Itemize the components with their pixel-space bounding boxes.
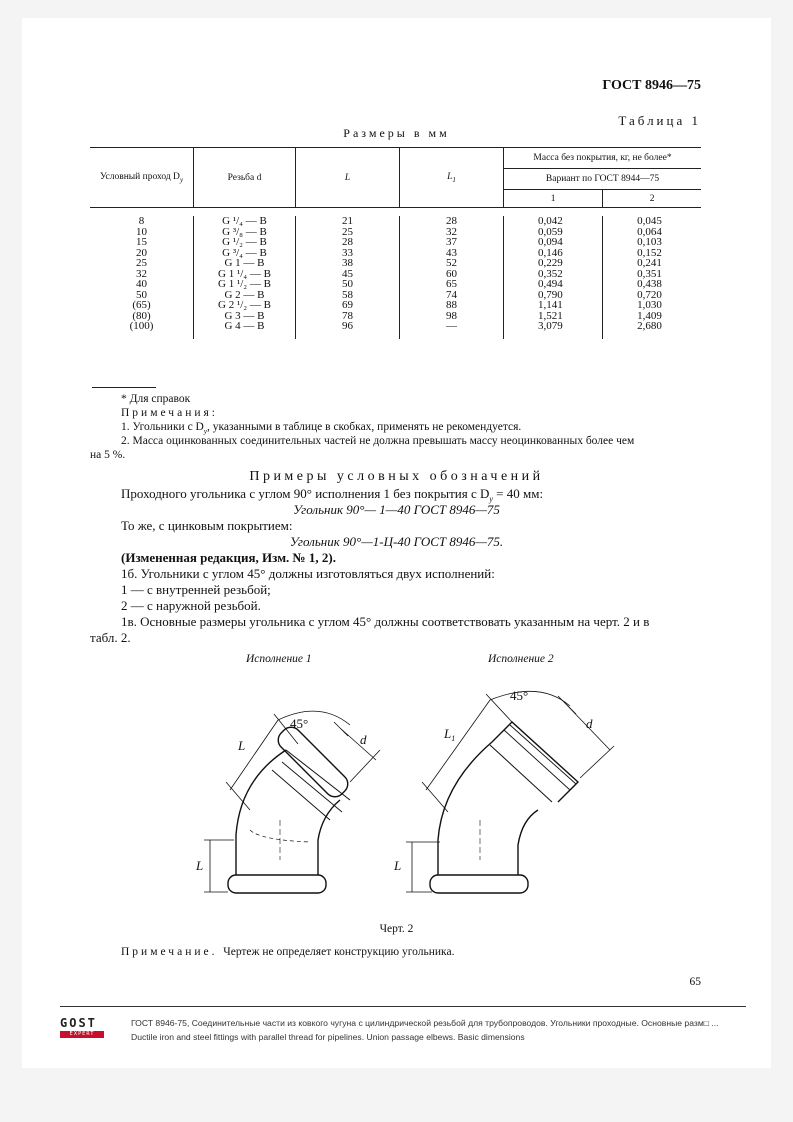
table-cell: G ³/₄ — B: [194, 248, 296, 259]
example-2: То же, с цинковым покрытием:: [121, 518, 293, 533]
document-code: ГОСТ 8946—75: [602, 78, 701, 93]
table-cell: 0,438: [603, 279, 701, 290]
footnote-divider: [92, 387, 156, 388]
col-header-passage: Условный проход $D_у$: [90, 148, 194, 208]
table-cell: 0,152: [603, 248, 701, 259]
table-cell: 0,059: [504, 227, 603, 238]
table-cell: (100): [90, 321, 194, 339]
page-number: 65: [689, 976, 701, 988]
col-header-thread: Резьба d: [194, 148, 296, 208]
table-cell: 0,045: [603, 216, 701, 227]
table-row: [90, 321, 701, 339]
table-cell: 96: [296, 321, 400, 339]
dimensions-table: [90, 147, 701, 339]
table-cell: 50: [90, 290, 194, 301]
table-cell: G ¹/₂ — B: [194, 237, 296, 248]
table-cell: 0,229: [504, 258, 603, 269]
table-cell: 21: [296, 216, 400, 227]
table-cell: 32: [90, 269, 194, 280]
table-cell: 15: [90, 237, 194, 248]
dim-L-v1-diag: L: [238, 738, 246, 753]
figure-caption: Черт. 2: [379, 923, 414, 935]
table-cell: 0,103: [603, 237, 701, 248]
table-cell: 32: [400, 227, 504, 238]
table-cell: 88: [400, 300, 504, 311]
table-cell: 58: [296, 290, 400, 301]
col-header-variant: Вариант по ГОСТ 8944—75: [504, 169, 702, 190]
table-cell: G 3 — B: [194, 311, 296, 322]
footnote: * Для справок: [121, 393, 191, 405]
table-row: [90, 311, 701, 322]
table-cell: 45: [296, 269, 400, 280]
col-header-L1: $L_1$: [400, 148, 504, 208]
table-cell: 38: [296, 258, 400, 269]
paragraph-1b-item-1: 1 — с внутренней резьбой;: [121, 582, 271, 597]
table-cell: 28: [400, 216, 504, 227]
table-cell: 43: [400, 248, 504, 259]
table-cell: 8: [90, 216, 194, 227]
table-body: [90, 208, 701, 340]
example-code-2: Угольник 90°—1-Ц-40 ГОСТ 8946—75.: [289, 534, 504, 549]
table-row: [90, 258, 701, 269]
table-cell: 74: [400, 290, 504, 301]
table-row: [90, 248, 701, 259]
col-header-variant-2: 2: [603, 190, 701, 208]
table-cell: 69: [296, 300, 400, 311]
dim-L1-v2: $L_1$: [444, 726, 456, 743]
table-cell: 33: [296, 248, 400, 259]
footer-title-en[interactable]: Ductile iron and steel fittings with parallel thread for pipelines. Union passage elbews. Basic dimensions: [131, 1032, 525, 1042]
table-cell: 60: [400, 269, 504, 280]
table-row: [90, 227, 701, 238]
table-cell: 0,042: [504, 216, 603, 227]
table-cell: 0,352: [504, 269, 603, 280]
paragraph-1v-continued: табл. 2.: [90, 630, 131, 645]
table-cell: 98: [400, 311, 504, 322]
dim-L-v1: L: [196, 858, 204, 873]
table-cell: 78: [296, 311, 400, 322]
table-cell: 50: [296, 279, 400, 290]
table-cell: G 2 — B: [194, 290, 296, 301]
note-2: 2. Масса оцинкованных соединительных частей не должна превышать массу неоцинкованных более чем: [121, 435, 635, 447]
note-2-continued: на 5 %.: [90, 449, 126, 461]
dim-L-v2: L: [394, 858, 402, 873]
paragraph-1v: 1в. Основные размеры угольника с углом 45° должны соответствовать указанным на черт. 2 и в: [121, 614, 650, 629]
table-cell: 10: [90, 227, 194, 238]
table-cell: G 1 ¹/₄ — B: [194, 269, 296, 280]
dim-angle-v2: 45°: [510, 688, 529, 703]
footer-divider: [60, 1006, 746, 1007]
table-row: [90, 279, 701, 290]
table-cell: 1,521: [504, 311, 603, 322]
table-cell: 25: [90, 258, 194, 269]
table-row: [90, 269, 701, 280]
table-cell: 0,494: [504, 279, 603, 290]
table-cell: 0,064: [603, 227, 701, 238]
table-row: [90, 290, 701, 301]
table-cell: 28: [296, 237, 400, 248]
table-cell: 0,351: [603, 269, 701, 280]
revision-note: (Измененная редакция, Изм. № 1, 2).: [121, 550, 336, 565]
table-cell: 2,680: [603, 321, 701, 339]
table-cell: G 1 — B: [194, 258, 296, 269]
example-1: Проходного угольника с углом 90° исполнения 1 без покрытия с $D_у = 40$ мм:: [121, 486, 544, 504]
table-cell: 0,094: [504, 237, 603, 248]
table-cell: G 1 ¹/₂ — B: [194, 279, 296, 290]
figure-label-version-2: Исполнение 2: [488, 653, 554, 665]
examples-title: Примеры условных обозначений: [249, 469, 544, 484]
note-1: 1. Угольники с $D_у$, указанными в таблице в скобках, применять не рекомендуется.: [121, 421, 522, 436]
col-header-L: L: [296, 148, 400, 208]
paragraph-1b: 1б. Угольники с углом 45° должны изготовляться двух исполнений:: [121, 566, 495, 581]
table-cell: 52: [400, 258, 504, 269]
table-row: [90, 300, 701, 311]
figure-note: Примечание. Чертеж не определяет конструкцию угольника.: [121, 946, 455, 958]
table-cell: G ¹/₄ — B: [194, 216, 296, 227]
elbow-version-1: [204, 711, 380, 893]
table-row: [90, 216, 701, 227]
table-cell: 1,141: [504, 300, 603, 311]
table-cell: 1,030: [603, 300, 701, 311]
dim-d-v2: d: [586, 716, 593, 731]
table-cell: 3,079: [504, 321, 603, 339]
table-cell: 0,720: [603, 290, 701, 301]
table-cell: 25: [296, 227, 400, 238]
table-row: [90, 237, 701, 248]
table-cell: 37: [400, 237, 504, 248]
table-cell: G 2 ¹/₂ — B: [194, 300, 296, 311]
paragraph-1b-item-2: 2 — с наружной резьбой.: [121, 598, 261, 613]
col-header-variant-1: 1: [504, 190, 603, 208]
table-cell: (80): [90, 311, 194, 322]
table-cell: G 4 — B: [194, 321, 296, 339]
example-code-1: Угольник 90°— 1—40 ГОСТ 8946—75: [293, 502, 500, 517]
gost-expert-logo[interactable]: GOST EXPERT: [60, 1017, 104, 1041]
elbow-version-2: [406, 691, 614, 893]
figure-label-version-1: Исполнение 1: [246, 653, 312, 665]
table-cell: 65: [400, 279, 504, 290]
table-cell: 0,146: [504, 248, 603, 259]
dimensions-caption: Размеры в мм: [343, 126, 450, 140]
table-cell: 40: [90, 279, 194, 290]
table-cell: 0,241: [603, 258, 701, 269]
table-cell: (65): [90, 300, 194, 311]
table-cell: G ³/₈ — B: [194, 227, 296, 238]
table-cell: 1,409: [603, 311, 701, 322]
dim-angle-v1: 45°: [290, 716, 309, 731]
table-cell: —: [400, 321, 504, 339]
elbow-drawing: [190, 670, 640, 905]
notes-title: Примечания:: [121, 407, 218, 419]
col-header-mass: Масса без покрытия, кг, не более*: [504, 148, 702, 169]
table-label: Таблица 1: [618, 113, 701, 128]
table-cell: 0,790: [504, 290, 603, 301]
footer-title-ru[interactable]: ГОСТ 8946-75, Соединительные части из ковкого чугуна с цилиндрической резьбой для трубопроводов. Угольники проходные. Основные разм□ ...: [131, 1018, 719, 1028]
table-cell: 20: [90, 248, 194, 259]
dim-d-v1: d: [360, 732, 367, 747]
